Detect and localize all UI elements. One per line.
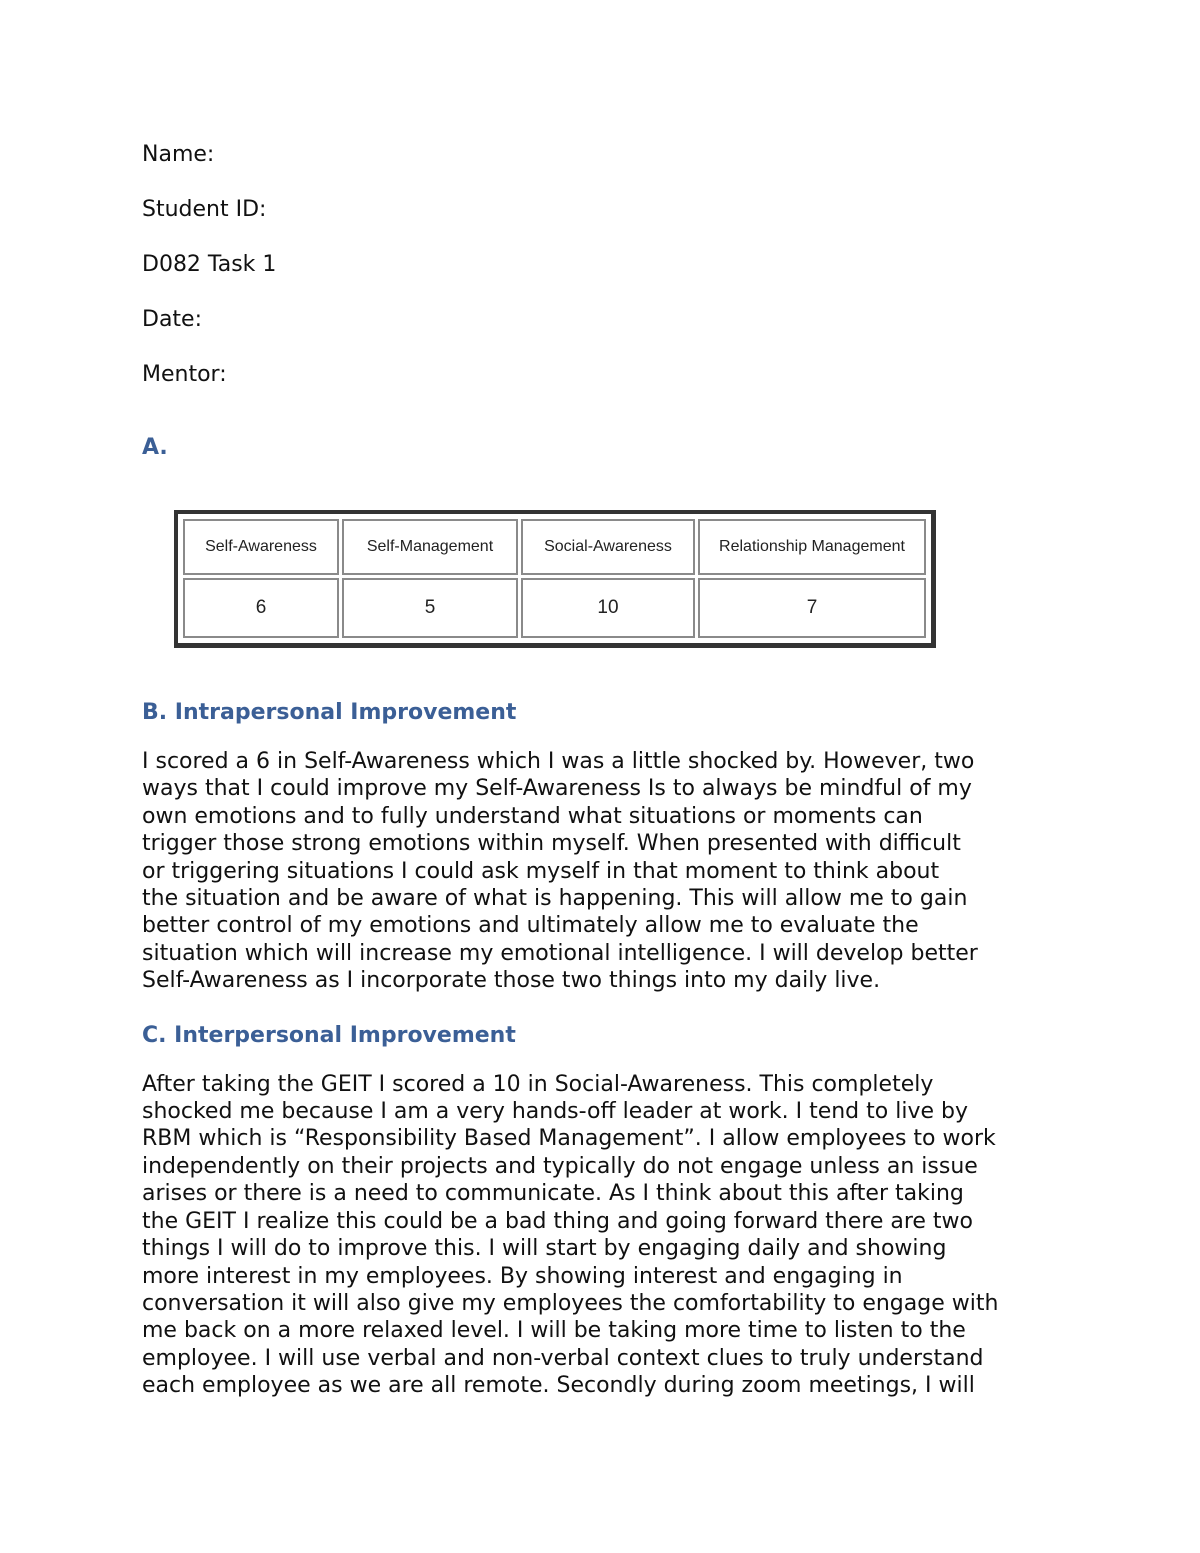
paragraph-line: the situation and be aware of what is happening. This will allow me to gain [142,886,968,912]
paragraph-line: me back on a more relaxed level. I will be taking more time to listen to the [142,1318,966,1344]
score-table-value-row [183,578,926,638]
student-id-label: Student ID: [142,197,267,222]
col-self-management: Self-Management [342,519,518,575]
paragraph-line: ways that I could improve my Self-Awareness Is to always be mindful of my [142,776,972,802]
paragraph-line: shocked me because I am a very hands-off leader at work. I tend to live by [142,1099,968,1125]
score-table-header-row [183,519,926,575]
col-social-awareness: Social-Awareness [521,519,695,575]
paragraph-line: the GEIT I realize this could be a bad thing and going forward there are two [142,1208,973,1234]
col-relationship-management: Relationship Management [698,519,926,575]
col-self-awareness: Self-Awareness [183,519,339,575]
paragraph-line: more interest in my employees. By showing interest and engaging in [142,1263,903,1289]
paragraph-line: independently on their projects and typically do not engage unless an issue [142,1153,978,1179]
paragraph-line: trigger those strong emotions within myself. When presented with difficult [142,831,961,857]
value-social-awareness: 10 [521,578,695,638]
paragraph-line: I scored a 6 in Self-Awareness which I was a little shocked by. However, two [142,749,975,774]
section-b-paragraph [142,748,1067,995]
task-label: D082 Task 1 [142,252,277,277]
section-b-heading: B. Intrapersonal Improvement [142,700,517,725]
paragraph-line: better control of my emotions and ultimately allow me to evaluate the [142,913,919,939]
paragraph-line: arises or there is a need to communicate. As I think about this after taking [142,1181,964,1207]
score-table [174,510,936,648]
paragraph-line: RBM which is “Responsibility Based Management”. I allow employees to work [142,1126,996,1152]
value-self-management: 5 [342,578,518,638]
document-page [142,140,1072,1400]
section-c-heading: C. Interpersonal Improvement [142,1022,516,1048]
paragraph-line: situation which will increase my emotional intelligence. I will develop better [142,940,978,966]
value-relationship-management: 7 [698,578,926,638]
section-c-paragraph [142,1071,1067,1400]
paragraph-line: each employee as we are all remote. Secondly during zoom meetings, I will [142,1373,975,1399]
paragraph-line: conversation it will also give my employees the comfortability to engage with [142,1290,999,1316]
paragraph-line: things I will do to improve this. I will start by engaging daily and showing [142,1236,947,1262]
paragraph-line: or triggering situations I could ask myself in that moment to think about [142,858,940,884]
value-self-awareness: 6 [183,578,339,638]
mentor-label: Mentor: [142,362,227,387]
date-label: Date: [142,307,202,332]
paragraph-line: Self-Awareness as I incorporate those two things into my daily live. [142,968,881,994]
paragraph-line: employee. I will use verbal and non-verbal context clues to truly understand [142,1345,984,1371]
paragraph-line: After taking the GEIT I scored a 10 in Social-Awareness. This completely [142,1071,934,1097]
name-label: Name: [142,142,215,167]
section-a-heading: A. [142,435,168,460]
paragraph-line: own emotions and to fully understand what situations or moments can [142,803,923,829]
